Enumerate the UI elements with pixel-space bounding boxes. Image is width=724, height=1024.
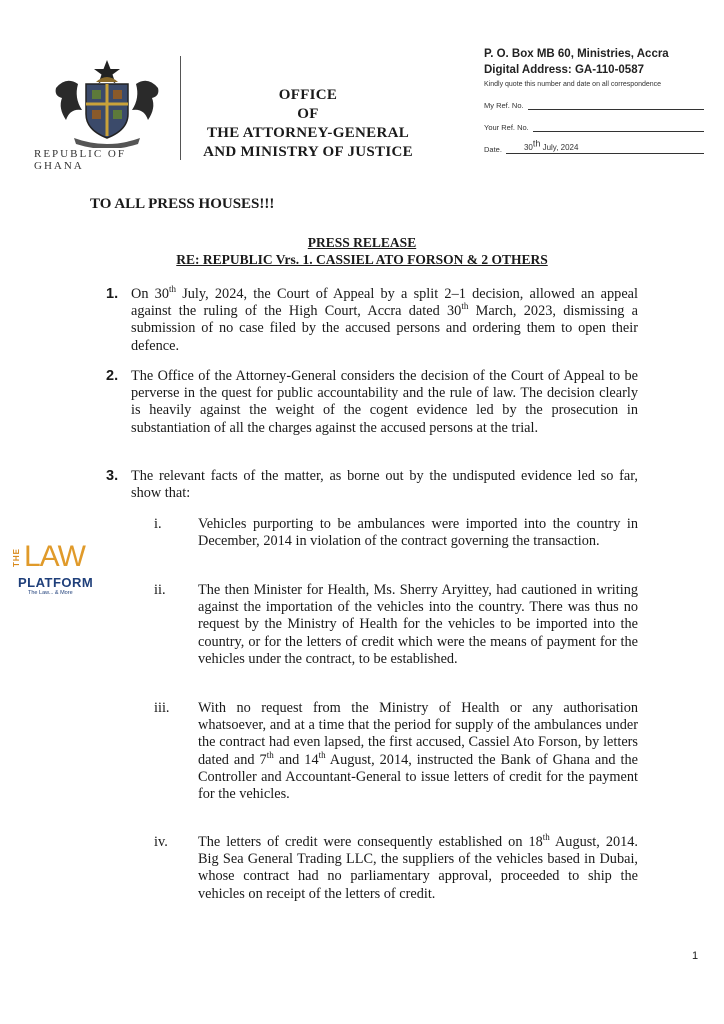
watermark-tagline: The Law... & More [28,590,73,596]
addressee: TO ALL PRESS HOUSES!!! [90,196,275,212]
sub-item-text: The letters of credit were consequently established on 18th August, 2014. Big Sea General Trading LLC, the suppliers of the vehicles based in Dubai, whose contract had no parliamentary approval, proceeded to ship the vehicles on receipt of the letters of credit. [198,832,638,902]
date-label: Date. [484,145,502,154]
my-ref-row [484,99,704,110]
date-row [484,138,704,154]
sub-item-number: iii. [154,700,170,716]
paragraph-3 [106,468,638,502]
date-field: 30th July, 2024 [506,143,704,154]
title-line-2: RE: REPUBLIC Vrs. 1. CASSIEL ATO FORSON & 2 OTHERS [176,252,548,267]
paragraph-text: The relevant facts of the matter, as borne out by the undisputed evidence led so far, show that: [131,468,638,502]
sub-item-iv [154,834,638,903]
my-ref-field [528,99,704,110]
watermark-the: THE [12,548,21,567]
sub-item-iii [154,700,638,803]
watermark-platform: PLATFORM [18,575,94,590]
office-line: THE ATTORNEY-GENERAL [206,125,410,141]
paragraph-text: On 30th July, 2024, the Court of Appeal by a split 2–1 decision, allowed an appeal against the ruling of the High Court, Accra dated 30th March, 2023, dismissing a submission of no case filed by the accused persons and ordering them to open their defence. [131,284,639,354]
paragraph-number: 3. [106,468,119,484]
my-ref-label: My Ref. No. [484,101,524,110]
paragraph-text: The Office of the Attorney-General considers the decision of the Court of Appeal to be perverse in the quest for public accountability and the rule of law. The decision clearly is heavily against the weight of the cogent evidence led by the prosecution in substantiation of all the charges against the accused persons at the trial. [131,368,638,436]
letterhead-divider [180,56,181,160]
quote-note: Kindly quote this number and date on all correspondence [484,81,662,88]
sub-item-number: iv. [154,834,168,850]
your-ref-row [484,121,704,132]
sub-item-number: ii. [154,582,166,598]
sub-item-i [154,516,638,550]
office-line: OFFICE [278,87,338,103]
office-heading [190,86,426,162]
paragraph-number: 2. [106,368,119,384]
sub-item-text: The then Minister for Health, Ms. Sherry Aryittey, had cautioned in writing against the importation of the vehicles into the country. There was thus no request by the Ministry of Health for the vehicles to be imported into the country, or for the letters of credit which were the means of payment for the vehicles under the contract, to be established. [198,582,638,667]
sub-item-number: i. [154,516,162,532]
coat-of-arms-emblem [48,58,166,148]
sub-item-text: Vehicles purporting to be ambulances were imported into the country in December, 2014 in violation of the contract governing the transaction. [198,516,638,550]
page-number: 1 [692,950,699,962]
watermark-law: LAW [24,540,85,573]
law-platform-watermark-logo [8,540,110,606]
republic-label: REPUBLIC OF GHANA [34,148,126,172]
sub-item-ii [154,582,638,668]
press-release-title [0,234,724,268]
office-line: AND MINISTRY OF JUSTICE [203,144,413,160]
digital-address: Digital Address: GA-110-0587 [484,64,644,76]
your-ref-field [533,121,704,132]
postal-address: P. O. Box MB 60, Ministries, Accra [484,48,669,60]
paragraph-number: 1. [106,286,119,302]
paragraph-1 [106,286,638,355]
paragraph-2 [106,368,638,437]
office-line: OF [297,106,319,122]
contact-block [484,46,704,154]
title-line-1: PRESS RELEASE [307,235,417,250]
your-ref-label: Your Ref. No. [484,123,529,132]
sub-item-text: With no request from the Ministry of Health or any authorisation whatsoever, and at a time that the period for supply of the ambulances under the contract had even lapsed, the first accused, Cassiel Ato Forson, by letters dated and 7th and 14th August, 2014, instructed the Bank of Ghana and the Controller and Accountant-General to issue letters of credit for the payment for the vehicles. [198,700,638,803]
